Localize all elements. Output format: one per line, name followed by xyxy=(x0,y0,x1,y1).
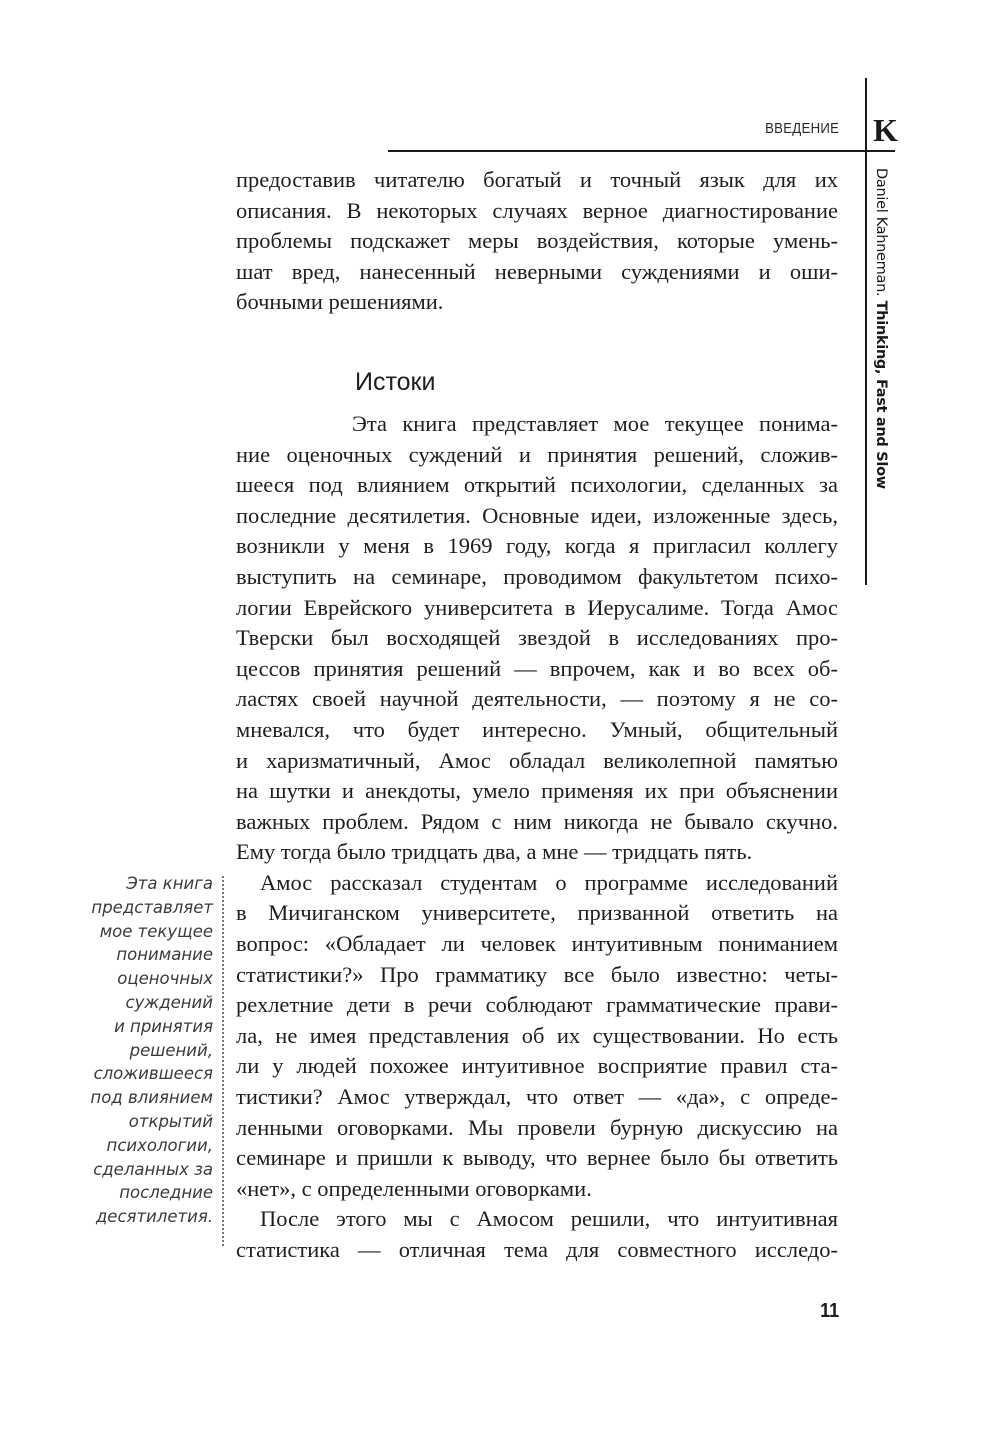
text-line: Эта книга представляет мое текущее понима- xyxy=(352,410,838,436)
pull-quote-line: сложившееся xyxy=(93,1064,213,1084)
paragraph xyxy=(236,165,838,318)
text-line: логии Еврейского университета в Иерусалиме. Тогда Амос xyxy=(236,594,838,620)
text-line: проблемы подскажет меры воздействия, которые умень- xyxy=(236,228,838,254)
text-line: статистика — отличная тема для совместного исследо- xyxy=(236,1237,838,1262)
spine-author: Daniel Kahneman. xyxy=(873,168,889,301)
text-line: и харизматичный, Амос обладал великолепной памятью xyxy=(236,747,838,773)
paragraph xyxy=(236,868,838,1205)
text-line: бочными решениями. xyxy=(236,289,444,315)
text-line: рехлетние дети в речи соблюдают грамматические прави- xyxy=(236,992,838,1018)
text-line: ние оценочных суждений и принятия решений, сложив- xyxy=(236,441,838,467)
text-line: ластях своей научной деятельности, — поэтому я не со- xyxy=(236,686,838,712)
text-line: важных проблем. Рядом с ним никогда не бывало скучно. xyxy=(236,808,838,834)
page-number: 11 xyxy=(819,1300,839,1322)
spine-book-title: Thinking, Fast and Slow xyxy=(873,300,889,489)
text-line: предоставив читателю богатый и точный язык для их xyxy=(236,167,838,192)
text-line: ла, не имея представления об их существовании. Но есть xyxy=(236,1022,838,1048)
text-line: вопрос: «Обладает ли человек интуитивным пониманием xyxy=(236,931,838,957)
text-line: шат вред, нанесенный неверными суждениями и оши- xyxy=(236,258,838,284)
text-line: ли у людей похожее интуитивное восприятие правил ста- xyxy=(236,1053,838,1079)
spine-title xyxy=(873,168,889,489)
text-line: Ему тогда было тридцать два, а мне — тридцать пять. xyxy=(236,839,753,865)
text-line: описания. В некоторых случаях верное диагностирование xyxy=(236,197,838,223)
pull-quote-line: открытий xyxy=(128,1111,213,1131)
section-heading: Истоки xyxy=(355,367,436,396)
running-head: ВВЕДЕНИЕ xyxy=(764,120,839,137)
text-line: мневался, что будет интересно. Умный, общительный xyxy=(236,716,838,742)
pull-quote-line: Эта книга xyxy=(126,874,213,893)
text-line: на шутки и анекдоты, умело применяя их при объяснении xyxy=(236,778,838,804)
text-line: возникли у меня в 1969 году, когда я пригласил коллегу xyxy=(236,533,838,559)
text-line: последние десятилетия. Основные идеи, изложенные здесь, xyxy=(236,502,838,528)
text-line: ленными оговорками. Мы провели бурную дискуссию на xyxy=(236,1114,838,1140)
text-line: тистики? Амос утверждал, что ответ — «да», с опреде- xyxy=(236,1084,838,1110)
text-line: статистики?» Про грамматику все было известно: четы- xyxy=(236,961,838,987)
pull-quote-line: представляет xyxy=(91,897,213,917)
pull-quote-line: под влиянием xyxy=(90,1088,213,1108)
pull-quote-line: десятилетия. xyxy=(95,1207,213,1227)
text-line: выступить на семинаре, проводимом факультетом психо- xyxy=(236,563,838,589)
pull-quote-line: решений, xyxy=(129,1040,213,1060)
text-line: «нет», с определенными оговорками. xyxy=(236,1175,592,1201)
text-line: Тверски был восходящей звездой в исследованиях про- xyxy=(236,625,838,651)
paragraph xyxy=(236,409,838,868)
pull-quote-line: понимание xyxy=(116,945,213,965)
text-line: цессов принятия решений — впрочем, как и во всех об- xyxy=(236,655,838,681)
text-line: Амос рассказал студентам о программе исследований xyxy=(260,869,838,895)
paragraph xyxy=(236,1204,838,1265)
text-line: После этого мы с Амосом решили, что интуитивная xyxy=(260,1206,838,1232)
pull-quote-line: мое текущее xyxy=(99,921,213,941)
text-line: шееся под влиянием открытий психологии, сделанных за xyxy=(236,472,838,498)
pull-quote-line: суждений xyxy=(125,992,213,1012)
pull-quote-line: психологии, xyxy=(106,1135,213,1155)
pull-quote-line: последние xyxy=(119,1183,213,1203)
pull-quote-dotted-rule xyxy=(222,876,224,1246)
text-line: семинаре и пришли к выводу, что вернее было бы ответить xyxy=(236,1145,838,1171)
header-vertical-rule xyxy=(865,78,867,585)
body-text xyxy=(236,165,838,1266)
pull-quote-line: сделанных за xyxy=(93,1159,213,1179)
pull-quote-line: и принятия xyxy=(114,1016,213,1036)
publisher-logo: K xyxy=(873,112,898,148)
header-horizontal-rule xyxy=(388,150,895,152)
margin-pull-quote xyxy=(60,872,213,1229)
text-line: в Мичиганском университете, призванной ответить на xyxy=(236,900,838,926)
pull-quote-line: оценочных xyxy=(117,969,213,989)
